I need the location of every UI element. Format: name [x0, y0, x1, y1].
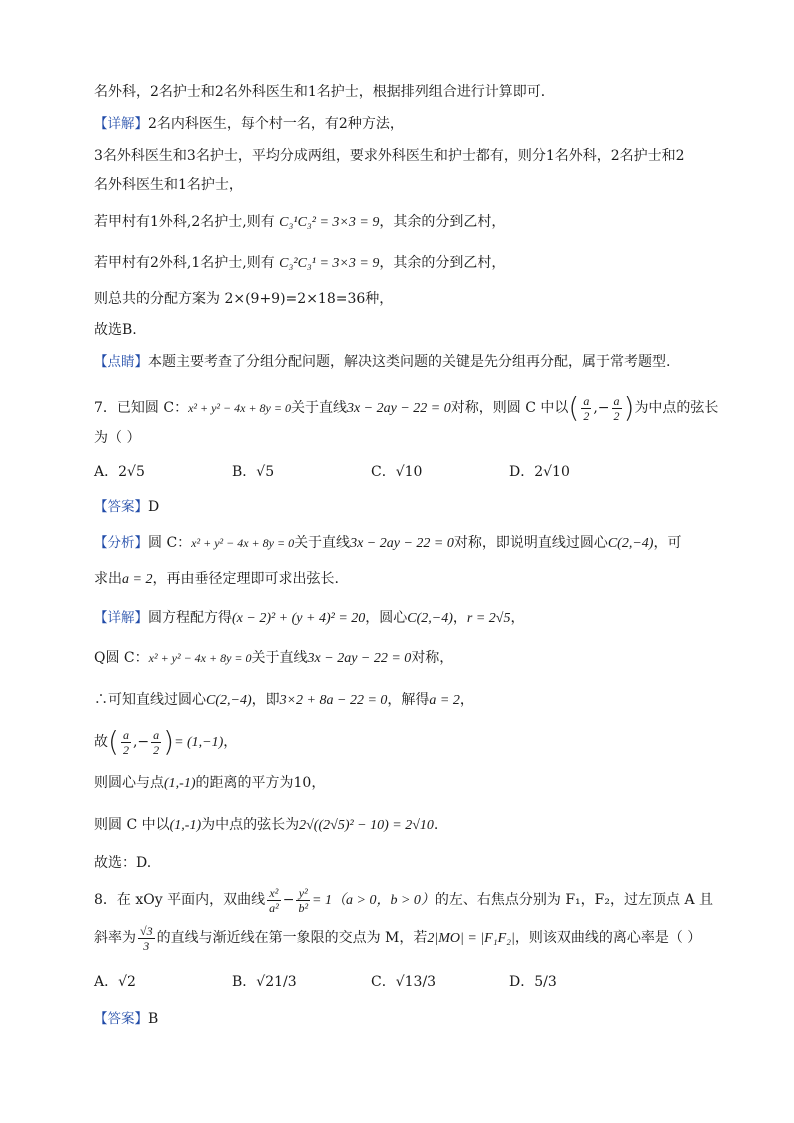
- math-expression: r = 2√5: [466, 611, 511, 626]
- text-line: 【分析】圆 C：x² + y² − 4x + 8y = 0关于直线3x − 2ay − 22 = 0对称，即说明直线过圆心C(2,−4)，可: [94, 535, 682, 551]
- fraction: $\frac{√3}{3}$: [140, 923, 153, 953]
- math-expression: = (1,−1): [174, 735, 224, 750]
- fraction: $\frac{a}{2}$: [153, 727, 160, 757]
- text-line: 故选：D.: [94, 855, 152, 871]
- math-expression: 3x − 2ay − 22 = 0: [346, 401, 451, 416]
- paragraph-text: ，其余的分到乙村，: [379, 214, 506, 230]
- option-a: A．2√5: [94, 464, 145, 480]
- paragraph-text: 3名外科医生和3名护士，平均分成两组，要求外科医生和护士都有，则分1名外科，2名护士和2: [94, 148, 685, 164]
- text-line: [94, 497, 704, 517]
- paragraph-text: 2名内科医生，每个村一名，有2种方法，: [148, 116, 404, 132]
- math-expression: 2√((2√5)² − 10) = 2√10: [299, 818, 434, 833]
- question-text: 为中点的弦长: [634, 400, 719, 416]
- fraction: $\frac{\text{x²}}{\text{a²}}$: [269, 885, 279, 915]
- question-text: 7．已知圆 C：: [94, 400, 189, 416]
- paragraph-text: 故选B.: [94, 322, 137, 338]
- text-line: 故( $\frac{a}{2}$ ,− $\frac{a}{2}$ )= (1,−1)，: [94, 725, 238, 758]
- math-expression: 3×2 + 8a − 22 = 0: [279, 693, 388, 708]
- text-line: 求出a = 2，再由垂径定理即可求出弦长.: [94, 571, 339, 587]
- answer-text: D: [148, 499, 160, 515]
- math-expression: 3x − 2ay − 22 = 0: [350, 536, 454, 551]
- option-c: C．√13/3: [371, 974, 437, 990]
- paragraph-text: ，其余的分到乙村，: [379, 255, 506, 271]
- option-d: D．2√10: [509, 464, 570, 480]
- math-expression: 3x − 2ay − 22 = 0: [307, 651, 412, 666]
- text-line: [94, 114, 704, 134]
- section-tag: 【答案】: [94, 499, 148, 515]
- question-text: 关于直线: [290, 400, 347, 416]
- text-line: [94, 253, 704, 274]
- text-line: [94, 320, 704, 340]
- paragraph-text: 若甲村有2外科,1名护士,则有: [94, 255, 275, 271]
- fraction: $\frac{\text{y²}}{\text{b²}}$: [298, 885, 309, 915]
- text-line: 则圆心与点(1,-1)的距离的平方为10，: [94, 775, 326, 791]
- left-paren: (: [568, 391, 580, 424]
- section-tag: 【分析】: [94, 535, 148, 551]
- math-expression: C₃²C₃¹ = 3×3 = 9: [279, 256, 380, 271]
- option-b: B．√5: [232, 464, 275, 480]
- math-expression: a = 2: [429, 693, 460, 708]
- fraction: $\frac{a}{2}$: [613, 393, 620, 423]
- paragraph-text: 则总共的分配方案为 2×(9+9)=2×18=36种，: [94, 291, 394, 307]
- section-tag: 【详解】: [94, 116, 148, 132]
- text-line: [94, 1009, 704, 1029]
- text-line: [94, 352, 704, 372]
- option-a: A．√2: [94, 974, 136, 990]
- fraction: $\frac{a}{2}$: [583, 393, 590, 423]
- text-line: [94, 212, 704, 233]
- math-expression: x² + y² − 4x + 8y = 0: [191, 536, 295, 550]
- text-line: ∴可知直线过圆心C(2,−4)，即3×2 + 8a − 22 = 0，解得a = 2，: [94, 692, 474, 708]
- paragraph-text: 名外科，2名护士和2名外科医生和1名护士，根据排列组合进行计算即可．: [94, 84, 555, 100]
- section-tag: 【答案】: [94, 1011, 148, 1027]
- question-text: 对称，则圆 C 中以: [450, 400, 569, 416]
- right-paren: ): [623, 391, 635, 424]
- paragraph-text: 若甲村有1外科,2名护士,则有: [94, 214, 275, 230]
- question-8-line: 8．在 xOy 平面内，双曲线 $\frac{\text{x²}}{\text{a²}}$ − $\frac{\text{y²}}{\text{b²}}$ = 1（a > 0，b > 0）的左、右焦点分别为 F₁，F₂，过左顶点 A 且: [94, 885, 714, 915]
- section-tag: 【详解】: [94, 610, 148, 626]
- text-line: 【详解】圆方程配方得(x − 2)² + (y + 4)² = 20，圆心C(2,−4)，r = 2√5，: [94, 610, 525, 626]
- text-line: [94, 146, 704, 166]
- answer-text: B: [148, 1011, 159, 1027]
- question-8-line: 斜率为 $\frac{√3}{3}$ 的直线与渐近线在第一象限的交点为 M，若2|MO| = |F₁F₂|，则该双曲线的离心率是（ ）: [94, 923, 702, 953]
- option-d: D．5/3: [509, 974, 557, 990]
- text-line: Q圆 C：x² + y² − 4x + 8y = 0关于直线3x − 2ay − 22 = 0对称，: [94, 650, 454, 666]
- text-line: 则圆 C 中以(1,-1)为中点的弦长为2√((2√5)² − 10) = 2√10.: [94, 817, 439, 833]
- math-expression: a = 2: [122, 572, 153, 587]
- math-expression: (1,-1): [169, 818, 202, 833]
- math-expression: C(2,−4): [407, 611, 453, 626]
- text-line: [94, 175, 704, 195]
- left-paren: (: [108, 725, 119, 758]
- text-line: [94, 289, 704, 309]
- text-line: [94, 428, 704, 448]
- paragraph-text: 本题主要考查了分组分配问题，解决这类问题的关键是先分组再分配，属于常考题型.: [148, 354, 671, 370]
- option-b: B．√21/3: [232, 974, 297, 990]
- text-line: [94, 82, 704, 102]
- right-paren: ): [163, 725, 175, 758]
- math-expression: (1,-1): [164, 776, 196, 791]
- section-tag: 【点睛】: [94, 354, 148, 370]
- math-expression: (x − 2)² + (y + 4)² = 20: [232, 611, 366, 626]
- math-expression: C(2,−4): [206, 693, 252, 708]
- math-expression: = 1（a > 0，b > 0）: [312, 893, 435, 908]
- option-c: C．√10: [371, 464, 423, 480]
- fraction: $\frac{a}{2}$: [122, 727, 129, 757]
- question-7-line: 7．已知圆 C：x² + y² − 4x + 8y = 0关于直线3x − 2ay − 22 = 0对称，则圆 C 中以( $\frac{a}{2}$ ,− $\frac{a}{2}$ )为中点的弦长: [94, 391, 719, 424]
- question-text: 为（ ）: [94, 430, 141, 446]
- math-expression: x² + y² − 4x + 8y = 0: [148, 651, 252, 665]
- math-expression: C₃¹C₃² = 3×3 = 9: [279, 215, 380, 230]
- math-expression: x² + y² − 4x + 8y = 0: [188, 401, 291, 415]
- math-expression: 2|MO| = |F₁F₂|: [427, 931, 515, 946]
- paragraph-text: 名外科医生和1名护士，: [94, 177, 243, 193]
- math-expression: C(2,−4): [607, 536, 654, 551]
